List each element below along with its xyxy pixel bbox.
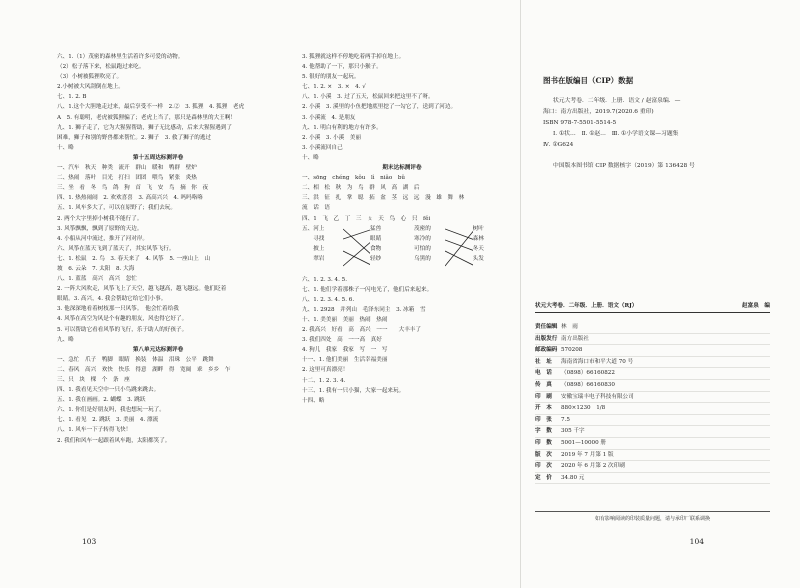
answer-line: 眼睛。3. 高兴，4. 我会帮助它给它们小事。 [57, 296, 167, 303]
answer-line: 坡 6. 云朵 7. 太阳 8. 大海 [57, 265, 135, 272]
info-value: 880×1230 1/8 [561, 405, 606, 412]
match-word: 轻纱 [370, 255, 382, 262]
info-row [535, 357, 770, 369]
info-key: 出版发行 [535, 335, 558, 342]
answer-line: 3. 风筝飘飘，飘到了原野的天边。 [57, 225, 143, 232]
info-row [535, 392, 770, 404]
info-key: 印 刷 [535, 393, 552, 400]
answer-line: 三、坐 看 冬 鸟 鸽 狗 首 飞 安 鸟 摘 你 夜 [57, 185, 209, 192]
cip-line: 中国版本图书馆 CIP 数据核字（2019）第 136428 号 [553, 163, 695, 169]
answer-column-2 [302, 52, 502, 406]
answer-line: 4. 狗儿 我家 我家 写 一 写 [302, 347, 388, 354]
match-word: 乌黑的 [414, 255, 431, 262]
match-word: 食物 [370, 245, 382, 252]
answer-line: 八、1. 2. 3. 4. 5. 6. [302, 296, 355, 303]
answer-line: 八、1. 蓝蓝 高兴 高兴 忽忙 [57, 276, 137, 283]
answer-line: 五、1. 我在画画。2. 蝴蝶 3. 跳跃 [57, 397, 146, 404]
cip-line: 状元大考卷．二年级．上册．语文 / 赵富泉编．— [553, 98, 681, 104]
answer-line: 2. 我们和风车一起跟着风车跑，太阳都笑了。 [57, 437, 171, 444]
answer-line: （3）小树被狐狸吹亮了。 [57, 74, 123, 81]
answer-line: 二、春风 高兴 欢快 快乐 得意 湖畔 得 宽阔 乖 乡乡 乍 [57, 366, 231, 373]
matching-lines-a [343, 224, 371, 275]
answer-line: 七、1. 他们学着那株子一闪电光了，他们后来起来。 [302, 286, 433, 293]
info-value: 海南省海口市和平大道 70 号 [561, 358, 634, 365]
answer-line: 3. 小溪流 4. 是朋友 [302, 114, 356, 121]
answer-line: 十二、1. 2. 3. 4. [302, 377, 346, 384]
match-word: 披上 [313, 245, 325, 252]
page-number: 103 [82, 537, 97, 546]
answer-line: 八、1. 风车一下子转得飞快！ [57, 427, 132, 434]
exercise-label: 五、 [302, 225, 314, 232]
info-key: 开 本 [535, 405, 552, 412]
answer-line: 四、1. 热热闹闹 2. 欢欢喜喜 3. 高高兴兴 4. 吗吗咯咯 [57, 195, 203, 202]
answer-line: 六、1. 2. 3. 4. 5. [302, 276, 347, 283]
section-heading: 第八单元达标测评卷 [132, 346, 184, 353]
info-key: 定 价 [535, 474, 552, 481]
info-value: 305 千字 [561, 428, 585, 435]
answer-line: 2. 小溪 3. 溪里的小鱼把地底里挖了一勾它了，送到了河边。 [302, 104, 457, 111]
answer-line: 三、洪 征 扎 掌 聪 拓 盆 茎 远 远 漫 雄 舞 林 [302, 195, 465, 202]
match-word: 寒冷的 [414, 235, 431, 242]
section-heading: 第十五周达标测评卷 [132, 154, 184, 161]
info-key: 邮政编码 [535, 347, 558, 354]
answer-line: 2. 这里可真漂亮！ [302, 367, 349, 374]
info-row [535, 461, 770, 473]
answer-line: A 5. 有聪明，老虎被狐狸骗了；老虎上当了，那只是森林里的大王啊！ [57, 114, 236, 121]
answer-line: 3. 他深深地看着树枝那一只风筝。 他会忙着给我 [57, 306, 179, 313]
info-row [535, 345, 770, 357]
cip-line: 海口：南方出版社，2019.7(2020.6 重印) [543, 109, 654, 115]
match-word: 树叶 [472, 225, 484, 232]
answer-line: 2. 小溪 3. 小溪 美丽 [302, 134, 361, 141]
info-value: 2020 年 6 月第 2 次印刷 [561, 463, 625, 470]
answer-line: 一、汽车 秋天 种类 流开 群山 暖和 鸭群 壁炉 [57, 165, 197, 172]
answer-line: 3. 我们四处 高 一一高 真好 [302, 337, 382, 344]
match-word: 冬天 [472, 245, 484, 252]
answer-line: 四、1. 我看见天空中一只小鸟跳来跳去。 [57, 387, 160, 394]
answer-line: 二、相 松 秋 为 鸟 群 风 高 湖 后 [302, 185, 420, 192]
answer-line: 七、1. 2. × 3. × 4. √ [302, 84, 366, 91]
info-key: 印 张 [535, 416, 552, 423]
info-row [535, 415, 770, 427]
info-row [535, 450, 770, 462]
answer-line: 4. 他帮助了一下，那只小猴子。 [302, 64, 382, 71]
answer-line: 四、1 飞 乙 丁 三 ㄆ 天 鸟 心 只 fěi [302, 215, 431, 222]
info-row [535, 322, 770, 334]
match-word: 猛兽 [370, 225, 382, 232]
answer-line: 九、略 [57, 336, 74, 343]
answer-line: 3. 小溪流回自己 [302, 144, 343, 151]
answer-line: 八、1.这个大胆地走过来，最后享受不一样 2.② 3. 狐狸 4. 狐狸 老虎 [57, 104, 245, 111]
info-value: 南方出版社 [561, 335, 589, 342]
info-key: 印 数 [535, 439, 552, 446]
answer-line: 六、1.（1）茂密的森林里生活着许多可爱的动物。 [57, 54, 184, 60]
match-word: 可怕的 [414, 245, 431, 252]
answer-line: 3. 狐狸就这样不停地吃着两手掉在地上。 [302, 54, 405, 60]
info-key: 版 次 [535, 451, 552, 458]
answer-line: 六、1. 你们是好朋友吗，我也想玩一玩了。 [57, 407, 165, 414]
answer-line: 一、sōng chéng kǒu lì niǎo bǔ [302, 175, 406, 182]
answer-line: 七、1. 松鼠 2. 鸟 3. 春天来了 4. 风筝 5. 一座山上 山 [57, 255, 211, 262]
answer-column-1 [57, 52, 259, 446]
info-row [535, 438, 770, 450]
match-word: 翠岩 [313, 255, 325, 262]
cip-data [543, 96, 753, 172]
info-row [535, 473, 770, 485]
matching-lines-b [445, 224, 473, 275]
quality-notice: 如有影响阅读的印装质量问题，请与承印厂联系调换 [535, 511, 770, 522]
info-row [535, 334, 770, 346]
info-value: 570208 [561, 347, 583, 354]
answer-line: （2）松子落下来，松鼠跑过来吃。 [57, 64, 145, 71]
match-word: 头发 [472, 255, 484, 262]
answer-line: 5. 很好的朋友一起玩。 [302, 74, 360, 81]
answer-line: 2. 一阵大风吹走，风筝飞上了天空，越飞越高，越飞越远。他们眨着 [57, 286, 227, 293]
answer-line: 五、1. 风车多大了，可以在原野了；我们去玩。 [57, 205, 176, 212]
info-value: （0898）66160830 [561, 381, 615, 388]
word-matching-exercise [302, 224, 502, 275]
answer-line: 七、1. 看见 2. 跳跃 3. 美丽 4. 漂流 [57, 417, 159, 424]
answer-line: 十、1. 美美丽 美丽 热闹 热闹 [302, 316, 388, 323]
cip-line: Ⅰ. ①状… Ⅱ. ①赵… Ⅲ. ①小学语文课—习题集 [553, 131, 679, 137]
answer-line: 十三、1. 我有一只小猫，大家一起来玩。 [302, 387, 405, 394]
match-word: 茂密的 [414, 225, 431, 232]
answer-line: 十一、1. 他们美丽 生活幸福美丽 [302, 357, 388, 364]
match-word: 寻找 [313, 235, 325, 242]
info-value: 林 雨 [561, 324, 578, 330]
publication-info-table [535, 322, 770, 484]
answer-line: 十、略 [57, 144, 74, 151]
info-key: 传 真 [535, 381, 552, 388]
answer-line: 困难，狮子和别的野兽都来帮忙。2. 狮子 3. 救了狮子的逃过 [57, 134, 212, 141]
answer-line: 九、1. 2928 并列山 毛泽东同主 3. 冰箱 雪 [302, 306, 426, 313]
info-row [535, 403, 770, 415]
info-value: （0898）66160822 [561, 370, 615, 377]
info-row [535, 426, 770, 438]
answer-line: 5. 可以帮助它看看风筝的飞行，乐于助人的好孩子。 [57, 326, 188, 333]
answer-line: 一、急忙 爪子 鸭脚 眼睛 换装 体温 泪珠 公平 跳舞 [57, 356, 214, 363]
answer-line: 2. 两个大字里掉小树我不能行了。 [57, 215, 143, 222]
info-row [535, 368, 770, 380]
book-title: 状元大考卷．二年级．上册．语文（RJ） [535, 303, 638, 309]
answer-line: 九、1. 明白有利的地方有许多。 [302, 124, 382, 131]
answer-line: 4. 小船从河中流过，推开了河对岸。 [57, 235, 149, 242]
info-row [535, 380, 770, 392]
page-number: 104 [689, 537, 704, 546]
book-author: 赵富泉 编 [742, 303, 770, 309]
info-value: 2019 年 7 月第 1 版 [561, 451, 614, 458]
answer-line: 六、风筝在蓝天飞到了蓝天了，其实风筝飞行。 [57, 245, 175, 252]
info-value: 7.5 [561, 416, 570, 423]
info-value: 34.80 元 [561, 474, 585, 481]
match-word: 眼睛 [370, 235, 382, 242]
answer-line: 2.小树被大风刮倒在地上。 [57, 84, 124, 91]
answer-line: 十四、略 [302, 397, 325, 404]
answer-line: 4. 风筝在高空为风是个有趣的朋友，风也得它好了。 [57, 316, 188, 323]
info-key: 责任编辑 [535, 324, 558, 330]
answer-line: 三、只 块 棵 个 条 座 [57, 377, 130, 383]
info-value: 安徽宝瑞丰电子科技有限公司 [561, 393, 634, 400]
info-value: 5001—10000 册 [561, 439, 606, 446]
match-word: 河上 [313, 225, 325, 232]
answer-line: 八、1. 小溪 3. 过了五天，松鼠回来把这里不了呀。 [302, 94, 434, 101]
cip-heading: 图书在版编目（CIP）数据 [543, 76, 634, 85]
info-key: 印 次 [535, 463, 552, 470]
info-key: 电 话 [535, 370, 552, 377]
book-title-line [535, 301, 770, 313]
answer-line: 九、1. 狮子走了，它为大猩猩帮助，狮子无比感动，后来大猩猩遇到了 [57, 124, 232, 131]
answer-line: 二、热闹 落叶 目光 打扫 团团 喂鸟 紧张 炎热 [57, 175, 197, 182]
answer-line: 七、1. 2. B [57, 94, 87, 101]
info-key: 社 址 [535, 358, 552, 365]
copyright-page [520, 0, 800, 588]
section-heading-final-exam: 期末达标测评卷 [382, 165, 422, 172]
answer-line: 2. 我高兴 好看 高 高兴 一一 大丰丰了 [302, 327, 421, 334]
info-key: 字 数 [535, 428, 552, 435]
answer-line: 流 话 语 [302, 205, 330, 212]
answer-line: 十、略 [302, 154, 319, 161]
match-word: 森林 [472, 235, 484, 242]
cip-line: Ⅳ. ①G624 [543, 142, 574, 148]
cip-line: ISBN 978-7-5501-5514-5 [543, 120, 617, 126]
